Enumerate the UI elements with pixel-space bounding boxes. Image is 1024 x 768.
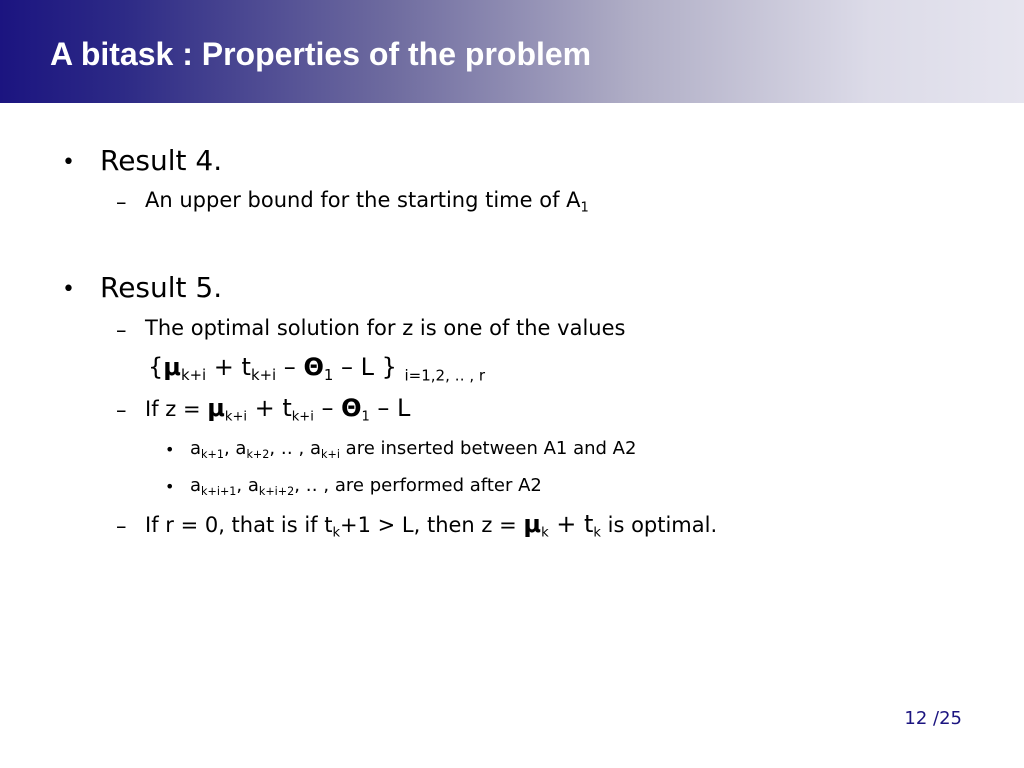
subscript: k+i: [321, 447, 340, 461]
subscript: k+i+1: [201, 484, 237, 498]
dash-icon: –: [116, 398, 127, 422]
subscript-k: k: [332, 525, 341, 541]
last-text-1: If r = 0, that is if t: [145, 513, 333, 537]
set-open-brace: {: [148, 353, 164, 381]
theta-symbol: Θ: [341, 394, 362, 422]
subscript-k-plus-i: k+i: [250, 366, 277, 385]
theta-symbol: Θ: [303, 353, 324, 381]
plus-t: + t: [206, 353, 251, 381]
small-bullet-icon: •: [165, 477, 175, 496]
dash-icon: –: [116, 514, 127, 538]
bullet-text: , ‥ , are performed after A2: [294, 475, 542, 496]
bullet-dot-icon: •: [62, 150, 75, 175]
page-number: 12 /25: [904, 708, 962, 729]
result5-subitem-2: [145, 394, 411, 425]
result5-bullet-2: [190, 475, 542, 498]
last-text-2: +1 > L, then z =: [340, 513, 524, 537]
small-bullet-icon: •: [165, 440, 175, 459]
slide-title: A bitask : Properties of the problem: [50, 36, 592, 72]
a-var: a: [190, 475, 202, 496]
dash-icon: –: [116, 190, 127, 214]
minus-sign: –: [313, 394, 342, 422]
dash-icon: –: [116, 318, 127, 342]
subscript: k+2: [246, 447, 270, 461]
result4-subitem: [145, 188, 589, 216]
plus-t: + t: [246, 394, 292, 422]
mu-symbol: μ: [163, 353, 181, 381]
separator: , a: [236, 475, 259, 496]
result4-subscript: 1: [580, 200, 589, 216]
result5-bullet-1: [190, 438, 637, 461]
plus-t: + t: [548, 510, 594, 538]
bullet-dot-icon: •: [62, 277, 75, 302]
index-range: i=1,2, ‥ , r: [404, 366, 486, 385]
if-z-equals: If z =: [145, 397, 208, 421]
separator: , ‥ , a: [269, 438, 322, 459]
title-bar: [0, 0, 1024, 103]
result5-heading: Result 5.: [100, 271, 223, 304]
result5-subitem-3: [145, 510, 718, 541]
minus-L-close-brace: – L }: [333, 353, 397, 381]
result5-subitem-1: The optimal solution for z is one of the values: [145, 316, 626, 340]
subscript: k+1: [201, 447, 224, 461]
subscript-one: 1: [361, 409, 370, 425]
last-text-3: is optimal.: [600, 513, 718, 537]
mu-symbol: μ: [207, 394, 225, 422]
result4-subitem-text: An upper bound for the starting time of A: [145, 188, 581, 212]
subscript-k-plus-i: k+i: [291, 409, 314, 425]
result4-heading: Result 4.: [100, 144, 223, 177]
subscript-k-plus-i: k+i: [180, 366, 207, 385]
subscript-k-plus-i: k+i: [224, 409, 247, 425]
subscript-k: k: [593, 525, 601, 541]
subscript: k+i+2: [258, 484, 295, 498]
minus-L: – L: [369, 394, 411, 422]
subscript-one: 1: [323, 366, 334, 385]
optimal-values-set: [148, 353, 486, 385]
mu-symbol: μ: [523, 510, 542, 538]
a-var: a: [190, 438, 202, 459]
separator: , a: [223, 438, 247, 459]
bullet-text: are inserted between A1 and A2: [339, 438, 637, 459]
subscript-k: k: [541, 525, 549, 541]
minus-sign: –: [276, 353, 304, 381]
